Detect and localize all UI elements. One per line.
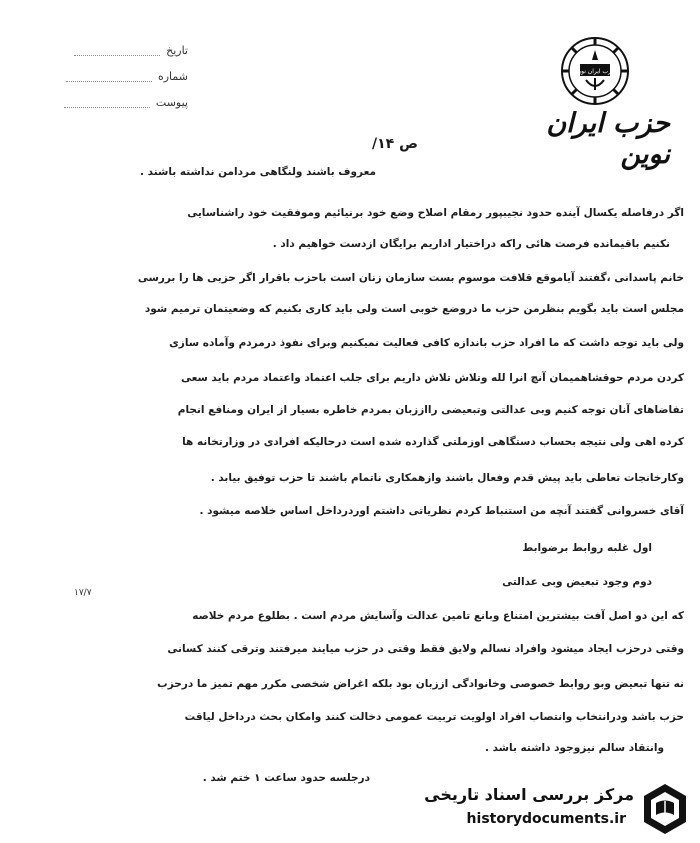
body-line-16: نه تنها تبعیض وبو روابط خصوصی وخانوادگی اززبان بود بلکه اغراض شخصی مکرر مهم تمیز ما درحزب — [157, 678, 684, 690]
document-number: ص ۱۴/ — [372, 136, 418, 152]
date-field — [52, 44, 188, 57]
body-line-12: اول غلبه روابط برضوابط — [522, 542, 652, 554]
number-label: شماره — [157, 70, 188, 83]
watermark-url: historydocuments.ir — [466, 811, 626, 827]
watermark — [412, 775, 700, 843]
body-line-13: دوم وجود تبعیض وبی عدالتی — [502, 576, 652, 588]
body-line-19: درجلسه حدود ساعت ۱ ختم شد . — [202, 772, 370, 784]
attachment-field — [52, 96, 188, 109]
archive-logo-icon — [640, 781, 690, 837]
party-emblem-icon — [560, 36, 630, 106]
body-line-10: وکارخانجات تعاطی باید پیش قدم وفعال باشند وازهمکاری ناتمام باشند تا حزب توفیق بیابد . — [210, 472, 684, 484]
body-line-4: خانم پاسدانی ،گفتند آیاموقع قلافت موسوم بست سازمان زنان است باحزب باقرار اگر حزبی ها را بررسی — [137, 272, 684, 284]
body-line-7: کردن مردم حوقشاهمیمان آنچ انرا لله وتلاش تلاش داریم برای جلب اعتماد واعتماد مردم باید سعی — [181, 372, 684, 384]
body-line-3: نکنیم باقیمانده فرصت هائی راکه دراختیار اداریم برایگان ازدست خواهیم داد . — [272, 238, 670, 250]
watermark-title: مرکز بررسی اسناد تاریخی — [424, 785, 634, 804]
body-line-2: اگر درفاصله یکسال آینده حدود نجیبپور رمقام اصلاح وضع خود برنیائیم وموفقیت خود راشناسایی — [187, 207, 684, 219]
body-line-15: وقتی درحزب ایجاد میشود وافراد نسالم ولایق فقط وقتی در حزب میایند میرفتند وترقی کنند کسانی — [167, 643, 684, 655]
attachment-dots — [64, 98, 150, 108]
body-line-9: کرده اهی ولی نتیجه بحساب دستگاهی اوزملتی گذارده شده است درحالیکه افرادی در وزارتخانه ها — [182, 436, 684, 448]
body-line-14: که این دو اصل آفت بیشترین امتناع وبانع تامین عدالت وآسایش مردم است . بطلوع مردم خلاصه — [192, 610, 684, 622]
number-field — [52, 70, 188, 83]
margin-note: ۱۷/۷ — [74, 588, 92, 598]
party-name-heading: حزب ایران نوین — [546, 108, 670, 170]
body-line-6: ولی باید توجه داشت که ما افراد حزب باندازه کافی فعالیت نمیکنیم وبرای نفوذ درمردم وآماده سازی — [169, 337, 684, 349]
body-line-8: تفاضاهای آنان توجه کنیم وبی عدالتی وتبعیضی رااززبان بمردم خاطره بسیار از ایران ومنافع انجام — [177, 404, 684, 416]
attachment-label: پیوست — [155, 96, 188, 109]
body-line-1: معروف باشند ولنگاهی مردامن نداشته باشند . — [140, 166, 376, 178]
body-line-5: مجلس است باید بگویم بنظرمن حزب ما دروضع خوبی است ولی باید کاری بکنیم که وضعیتمان ترمیم شود — [144, 303, 684, 315]
emblem-text: حزب ایران نوین — [574, 68, 616, 75]
body-line-17: حزب باشد ودرانتخاب وانتصاب افراد اولویت تربیت عمومی دخالت کنند وامکان بحث درداخل لیاقت — [184, 711, 684, 723]
body-line-18: وانتقاد سالم نیزوجود داشته باشد . — [484, 742, 664, 754]
number-dots — [66, 72, 152, 82]
date-label: تاریخ — [166, 44, 188, 57]
date-dots — [74, 46, 160, 56]
body-line-11: آقای خسروانی گفتند آنچه من استنباط کردم نظرياتی داشتم اوردرداخل اساس خلاصه میشود . — [199, 505, 684, 517]
